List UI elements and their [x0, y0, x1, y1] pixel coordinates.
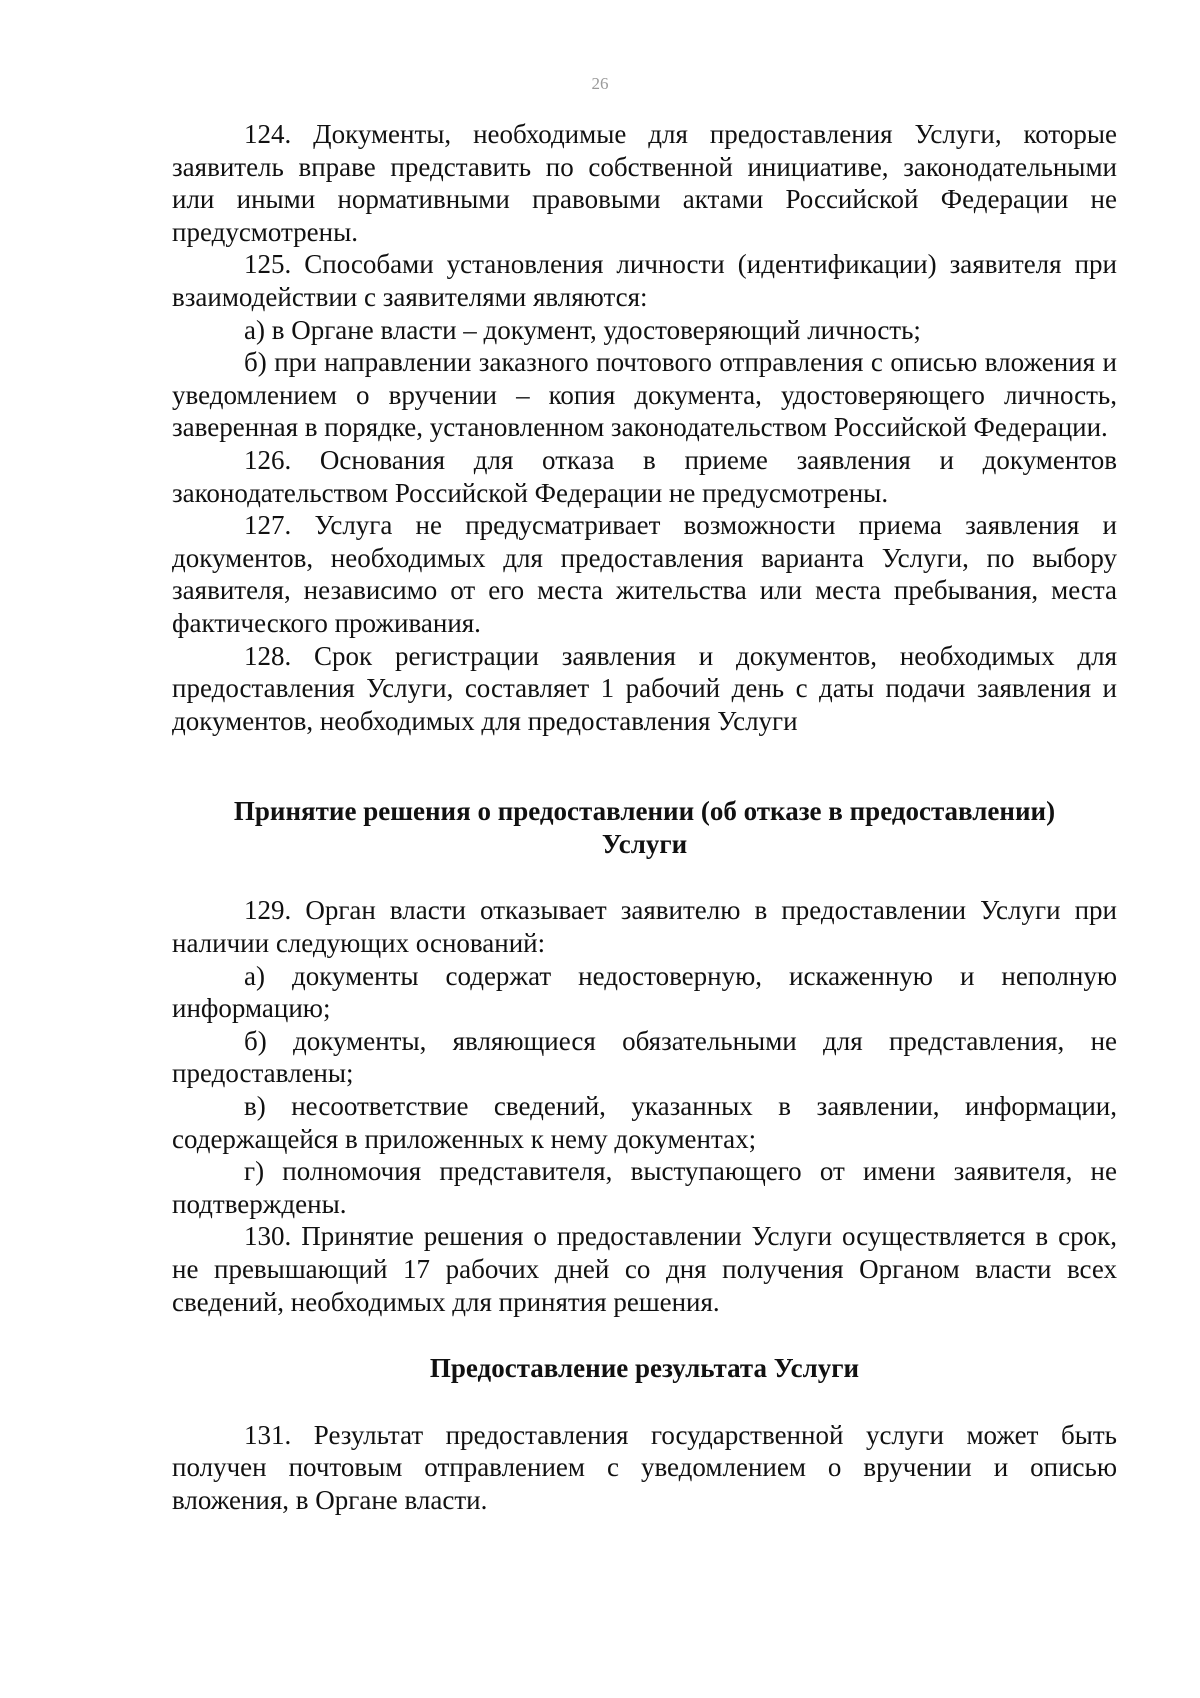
paragraph-129: 129. Орган власти отказывает заявителю в предоставлении Услуги при наличии следующих оснований:: [172, 895, 1117, 959]
document-body: [172, 118, 1117, 1517]
paragraph-127: 127. Услуга не предусматривает возможности приема заявления и документов, необходимых для предоставления варианта Услуги, по выбору заявителя, независимо от его места жительства или места пребывания, места фактического проживания.: [172, 510, 1117, 638]
paragraph-131: 131. Результат предоставления государственной услуги может быть получен почтовым отправлением с уведомлением о вручении и описью вложения, в Органе власти.: [172, 1419, 1117, 1515]
section-heading-decision: [172, 795, 1117, 860]
paragraph-125-a: а) в Органе власти – документ, удостоверяющий личность;: [244, 314, 921, 345]
section-heading-decision-line1: Принятие решения о предоставлении (об отказе в предоставлении): [233, 796, 1056, 827]
paragraph-128: 128. Срок регистрации заявления и документов, необходимых для предоставления Услуги, составляет 1 рабочий день с даты подачи заявления и документов, необходимых для предоставления Услуги: [172, 640, 1117, 736]
paragraph-126: 126. Основания для отказа в приеме заявления и документов законодательством Российской Федерации не предусмотрены.: [172, 444, 1117, 508]
paragraph-125-b: б) при направлении заказного почтового отправления с описью вложения и уведомлением о вручении – копия документа, удостоверяющего личность, заверенная в порядке, установленном законодательством Российской Федерации.: [172, 347, 1117, 443]
paragraph-124: 124. Документы, необходимые для предоставления Услуги, которые заявитель вправе представить по собственной инициативе, законодательными или иными нормативными правовыми актами Российской Федерации не предусмотрены.: [172, 119, 1117, 247]
paragraph-129-v: в) несоответствие сведений, указанных в заявлении, информации, содержащейся в приложенных к нему документах;: [172, 1091, 1117, 1154]
paragraph-129-g: г) полномочия представителя, выступающего от имени заявителя, не подтверждены.: [172, 1156, 1117, 1219]
paragraph-130: 130. Принятие решения о предоставлении Услуги осуществляется в срок, не превышающий 17 рабочих дней со дня получения Органом власти всех сведений, необходимых для принятия решения.: [172, 1221, 1117, 1317]
paragraph-125: 125. Способами установления личности (идентификации) заявителя при взаимодействии с заявителями являются:: [172, 249, 1117, 312]
paragraph-129-b: б) документы, являющиеся обязательными для представления, не предоставлены;: [172, 1025, 1117, 1089]
page-number: 26: [591, 74, 609, 93]
section-heading-result: Предоставление результата Услуги: [429, 1353, 860, 1384]
section-heading-decision-line2: Услуги: [601, 828, 688, 859]
paragraph-129-a: а) документы содержат недостоверную, искаженную и неполную информацию;: [172, 960, 1117, 1024]
